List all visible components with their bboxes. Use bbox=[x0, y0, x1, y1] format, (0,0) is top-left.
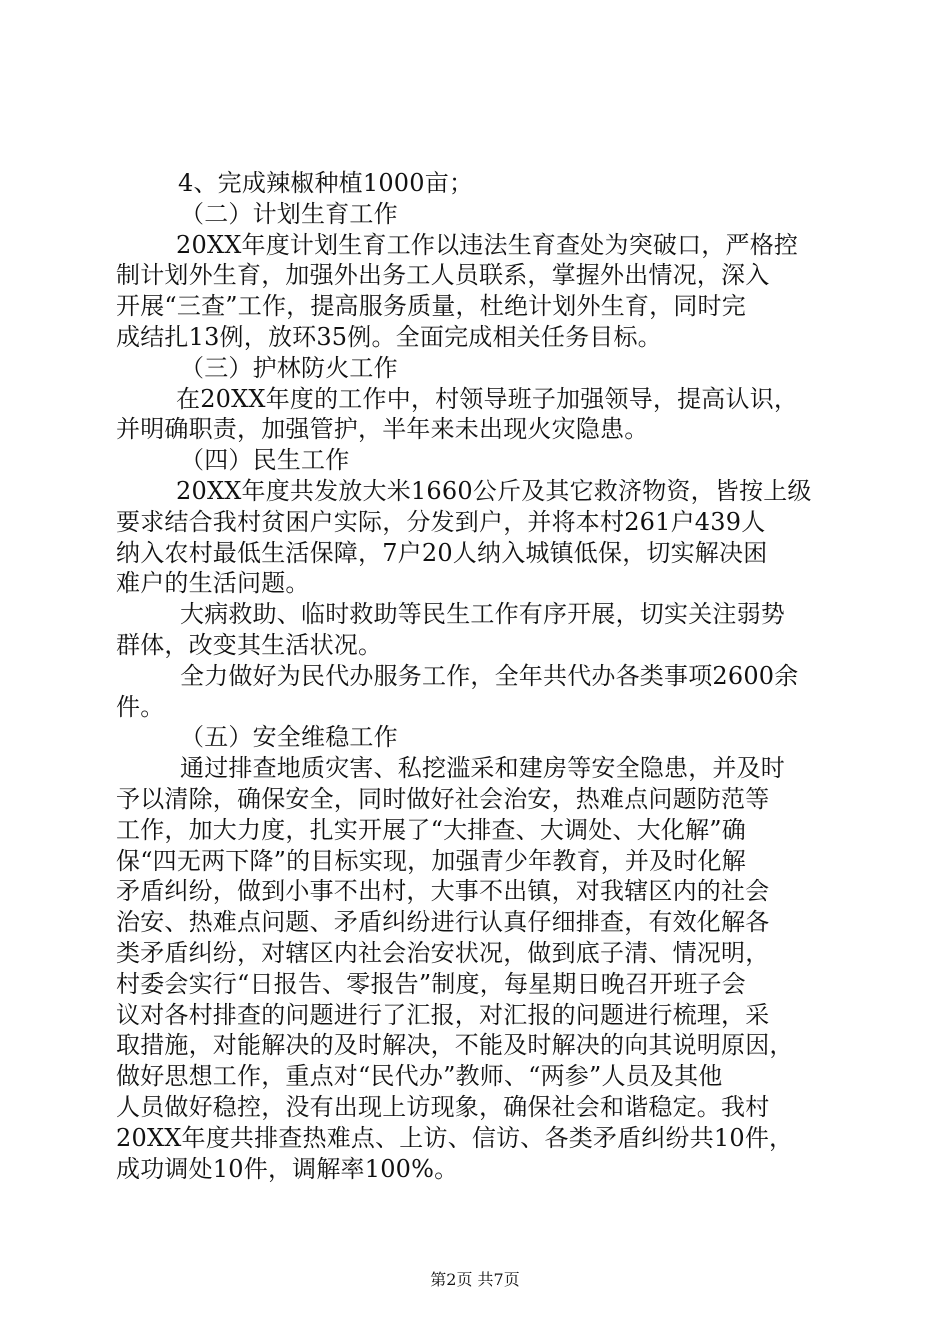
body-line: 并明确职责，加强管护，半年来未出现火灾隐患。 bbox=[116, 415, 649, 444]
body-line: 工作，加大力度，扎实开展了“大排查、大调处、大化解”确 bbox=[116, 815, 746, 844]
body-line: 群体，改变其生活状况。 bbox=[116, 630, 383, 659]
section-heading: （五）安全维稳工作 bbox=[180, 723, 398, 752]
section-heading: （二）计划生育工作 bbox=[180, 199, 398, 228]
body-line: 做好思想工作，重点对“民代办”教师、“两参”人员及其他 bbox=[116, 1062, 723, 1091]
body-line: 议对各村排查的问题进行了汇报，对汇报的问题进行梳理，采 bbox=[116, 1000, 770, 1029]
body-line: 人员做好稳控，没有出现上访现象，确保社会和谐稳定。我村 bbox=[116, 1092, 770, 1121]
body-line: 治安、热难点问题、矛盾纠纷进行认真仔细排查，有效化解各 bbox=[116, 908, 770, 937]
section-heading: （三）护林防火工作 bbox=[180, 353, 398, 382]
body-line: 矛盾纠纷，做到小事不出村，大事不出镇，对我辖区内的社会 bbox=[116, 877, 770, 906]
body-line: 大病救助、临时救助等民生工作有序开展，切实关注弱势 bbox=[180, 600, 785, 629]
body-line: 成功调处10件，调解率100%。 bbox=[116, 1154, 459, 1183]
body-line: 20XX年度共排查热难点、上访、信访、各类矛盾纠纷共10件， bbox=[116, 1123, 794, 1152]
section-heading: （四）民生工作 bbox=[180, 446, 350, 475]
body-line: 开展“三查”工作，提高服务质量，杜绝计划外生育，同时完 bbox=[116, 292, 746, 321]
document-body bbox=[116, 168, 842, 1184]
body-line: 保“四无两下降”的目标实现，加强青少年教育，并及时化解 bbox=[116, 846, 746, 875]
body-line: 件。 bbox=[116, 692, 165, 721]
body-line: 在20XX年度的工作中，村领导班子加强领导，提高认识， bbox=[176, 384, 799, 413]
body-line: 类矛盾纠纷，对辖区内社会治安状况，做到底子清、情况明， bbox=[116, 938, 770, 967]
body-line: 20XX年度共发放大米1660公斤及其它救济物资，皆按上级 bbox=[176, 476, 812, 505]
body-line: 村委会实行“日报告、零报告”制度，每星期日晚召开班子会 bbox=[116, 969, 746, 998]
body-line: 制计划外生育，加强外出务工人员联系，掌握外出情况，深入 bbox=[116, 261, 770, 290]
body-line: 4、完成辣椒种植1000亩； bbox=[178, 169, 474, 197]
body-line: 难户的生活问题。 bbox=[116, 569, 310, 598]
body-line: 全力做好为民代办服务工作，全年共代办各类事项2600余 bbox=[180, 661, 799, 690]
body-line: 取措施，对能解决的及时解决，不能及时解决的向其说明原因， bbox=[116, 1031, 794, 1060]
page-footer: 第2页 共7页 bbox=[430, 1270, 520, 1289]
body-line: 成结扎13例，放环35例。全面完成相关任务目标。 bbox=[116, 322, 662, 351]
body-line: 要求结合我村贫困户实际，分发到户，并将本村261户439人 bbox=[116, 507, 766, 536]
body-line: 纳入农村最低生活保障，7户20人纳入城镇低保，切实解决困 bbox=[116, 538, 768, 567]
body-line: 通过排查地质灾害、私挖滥采和建房等安全隐患，并及时 bbox=[180, 754, 785, 783]
body-line: 予以清除，确保安全，同时做好社会治安，热难点问题防范等 bbox=[116, 784, 770, 813]
body-line: 20XX年度计划生育工作以违法生育查处为突破口，严格控 bbox=[176, 230, 799, 259]
